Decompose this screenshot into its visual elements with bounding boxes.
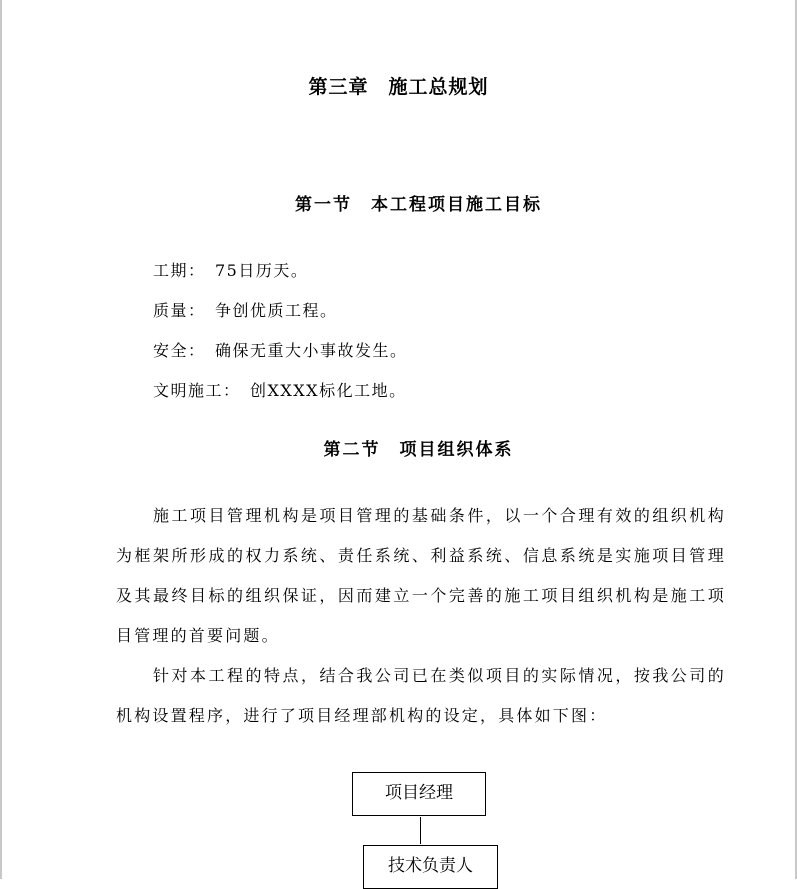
org-node-project-manager: 项目经理 bbox=[352, 772, 486, 816]
org-connector-line bbox=[420, 817, 421, 844]
chapter-title: 第三章 施工总规划 bbox=[308, 76, 489, 98]
goal-safety: 安全： 确保无重大小事故发生。 bbox=[153, 341, 408, 360]
org-system-paragraph-2: 针对本工程的特点，结合我公司已在类似项目的实际情况，按我公司的机构设置程序，进行了项目经理部机构的设定，具体如下图： bbox=[116, 666, 726, 725]
goal-duration: 工期： 75日历天。 bbox=[153, 261, 309, 280]
section-1-title: 第一节 本工程项目施工目标 bbox=[295, 195, 542, 215]
goal-civilized-construction: 文明施工： 创XXXX标化工地。 bbox=[153, 381, 407, 400]
page-edge-left bbox=[0, 0, 2, 879]
goal-quality: 质量： 争创优质工程。 bbox=[153, 301, 338, 320]
org-node-technical-lead: 技术负责人 bbox=[363, 845, 498, 889]
org-system-paragraph-1: 施工项目管理机构是项目管理的基础条件，以一个合理有效的组织机构为框架所形成的权力系统、责任系统、利益系统、信息系统是实施项目管理及其最终目标的组织保证，因而建立一个完善的施工项目组织机构是施工项目管理的首要问题。 bbox=[116, 506, 726, 645]
section-2-title: 第二节 项目组织体系 bbox=[323, 440, 514, 460]
